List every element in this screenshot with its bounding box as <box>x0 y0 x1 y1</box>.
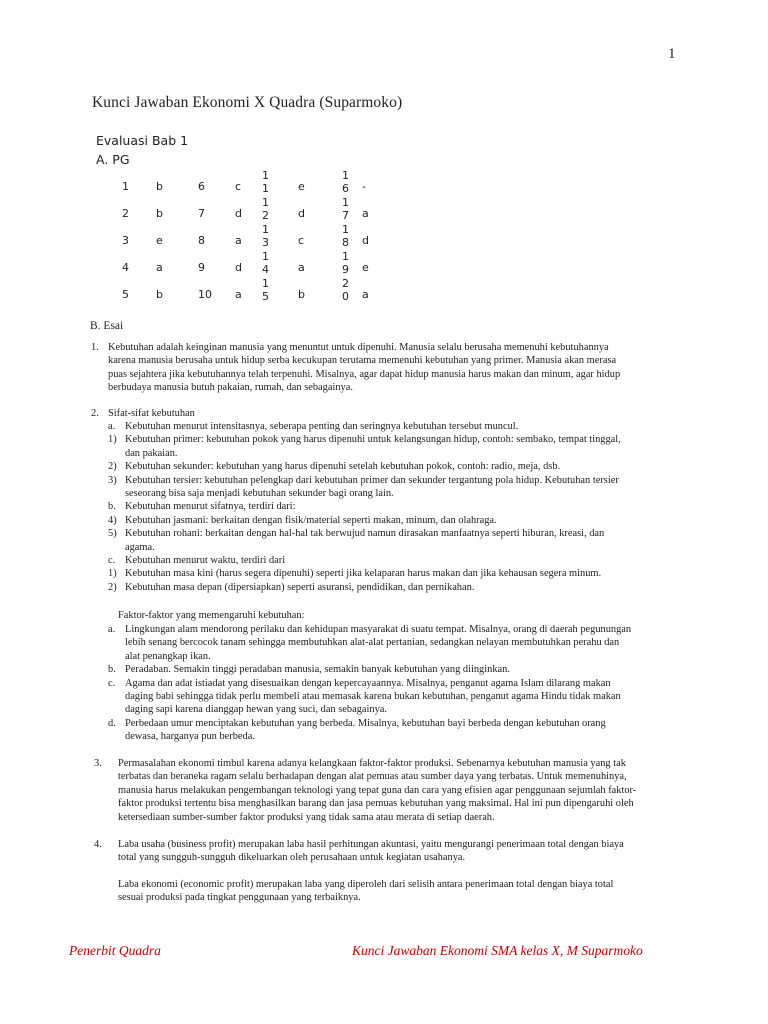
text-line: Kebutuhan adalah keinginan manusia yang menuntut untuk dipenuhi. Manusia selalu berusaha memenuhi kebutuhannya <box>108 342 609 353</box>
answer-cell-digit: 4 <box>262 263 269 276</box>
list-marker: 3) <box>108 474 117 486</box>
answer-cell-digit: 9 <box>342 263 349 276</box>
list-item-line: Perbedaan umur menciptakan kebutuhan yang berbeda. Misalnya, kebutuhan bayi berbeda dengan kebutuhan orang <box>125 717 606 729</box>
answer-cell-digit: 2 <box>342 277 349 290</box>
essay-title: Sifat-sifat kebutuhan <box>108 408 195 419</box>
answer-cell: e <box>362 261 369 274</box>
list-marker: a. <box>108 624 116 635</box>
list-item-line: Kebutuhan menurut waktu, terdiri dari <box>125 555 286 566</box>
answer-cell-digit: 3 <box>262 236 269 249</box>
question-number-cell: 10 <box>198 288 212 301</box>
list-marker: 1) <box>108 434 117 446</box>
answer-cell-digit: 7 <box>342 209 349 222</box>
document-title: Kunci Jawaban Ekonomi X Quadra (Suparmoko) <box>92 94 403 111</box>
answer-cell-digit: 0 <box>342 290 349 303</box>
question-number-cell: 4 <box>122 261 129 274</box>
answer-cell-digit: 1 <box>262 277 269 290</box>
question-number-cell: 6 <box>198 180 205 193</box>
list-marker: a. <box>108 421 116 432</box>
list-item-line: Kebutuhan rohani: berkaitan dengan hal-hal tak berwujud namun dirasakan manfaatnya seperti hiburan, kreasi, dan <box>125 528 605 540</box>
answer-cell-digit: 1 <box>342 223 349 236</box>
list-item-line: Lingkungan alam mendorong perilaku dan kehidupan masyarakat di suatu tempat. Misalnya, orang di daerah pegunungan <box>125 624 632 635</box>
answer-cell: b <box>156 207 163 220</box>
list-item-line: Agama dan adat istiadat yang disesuaikan dengan kepercayaannya. Misalnya, penganut agama Islam dilarang makan <box>125 677 611 689</box>
list-item-line: daging babi sehingga tidak perlu membeli atau memasak karena bukan kebutuhan, penganut agama Hindu tidak makan <box>125 691 621 702</box>
list-item-line: dan pakaian. <box>125 447 178 459</box>
essay-number: 4. <box>94 839 102 850</box>
list-item-line: Kebutuhan masa depan (dipersiapkan) seperti asuransi, pendidikan, dan pernikahan. <box>125 581 475 593</box>
list-marker: 5) <box>108 528 117 540</box>
answer-cell-digit: 1 <box>262 169 269 182</box>
text-line: Laba ekonomi (economic profit) merupakan laba yang diperoleh dari selisih antara penerimaan total dengan biaya total <box>118 879 614 890</box>
list-marker: b. <box>108 664 116 676</box>
question-number-cell: 5 <box>122 288 129 301</box>
footer-book-title: Kunci Jawaban Ekonomi SMA kelas X, M Suparmoko <box>352 943 643 958</box>
answer-cell-digit: 1 <box>342 169 349 182</box>
list-marker: c. <box>108 555 116 566</box>
text-line: karena manusia berusaha untuk hidup serba kecukupan terutama memenuhi kebutuhan yang primer. Manusia akan merasa <box>108 355 617 367</box>
answer-cell-digit: 5 <box>262 290 269 303</box>
answer-cell: e <box>298 180 305 193</box>
faktor-title: Faktor-faktor yang memengaruhi kebutuhan: <box>118 610 305 621</box>
answer-cell: a <box>362 288 369 301</box>
text-line: berbudaya manusia butuh pakaian, rumah, dan sebagainya. <box>108 382 353 394</box>
page-number: 1 <box>668 46 676 62</box>
essay-number: 2. <box>91 408 99 419</box>
list-marker: 4) <box>108 514 117 526</box>
essay-number: 1. <box>91 342 99 353</box>
answer-cell: a <box>156 261 163 274</box>
list-item-line: alat penangkap ikan. <box>125 650 211 662</box>
question-number-cell: 2 <box>122 207 129 220</box>
answer-cell: d <box>235 207 242 220</box>
section-title-evaluasi: Evaluasi Bab 1 <box>96 133 189 148</box>
answer-cell: a <box>235 288 242 301</box>
question-number-cell: 3 <box>122 234 129 247</box>
text-line: faktor produksi tertentu bisa menghasilkan barang dan jasa pemuas kebutuhan yang maksimal. Hal ini pun dipengaruhi oleh <box>118 798 634 810</box>
footer-publisher: Penerbit Quadra <box>69 943 161 958</box>
answer-cell-digit: 1 <box>262 223 269 236</box>
answer-cell: - <box>362 180 366 193</box>
answer-cell-digit: 6 <box>342 182 349 195</box>
answer-cell: e <box>156 234 163 247</box>
question-number-cell: 8 <box>198 234 205 247</box>
answer-cell-digit: 1 <box>342 250 349 263</box>
list-marker: 1) <box>108 568 117 580</box>
answer-cell-digit: 1 <box>262 250 269 263</box>
list-item-line: Kebutuhan menurut sifatnya, terdiri dari: <box>125 501 296 513</box>
essay-number: 3. <box>94 758 102 769</box>
answer-cell: a <box>362 207 369 220</box>
answer-cell-digit: 1 <box>342 196 349 209</box>
answer-cell: b <box>156 288 163 301</box>
answer-cell: d <box>235 261 242 274</box>
answer-cell: a <box>235 234 242 247</box>
list-item-line: Kebutuhan primer: kebutuhan pokok yang harus dipenuhi untuk kelangsungan hidup, contoh: sembako, tempat tinggal, <box>125 434 621 446</box>
answer-cell: b <box>298 288 305 301</box>
answer-cell: d <box>298 207 305 220</box>
question-number-cell: 1 <box>122 180 129 193</box>
answer-cell: a <box>298 261 305 274</box>
text-line: total yang sungguh-sungguh dikeluarkan oleh perusahaan untuk kegiatan usahanya. <box>118 852 466 864</box>
section-heading-pg: A. PG <box>96 152 130 167</box>
answer-cell-digit: 1 <box>262 196 269 209</box>
answer-cell-digit: 2 <box>262 209 269 222</box>
list-item-line: Peradaban. Semakin tinggi peradaban manusia, semakin banyak kebutuhan yang diinginkan. <box>125 664 510 676</box>
text-line: manusia harus melakukan pengembangan teknologi yang tepat guna dan cara yang efisien agar penggunaan sejumlah faktor- <box>118 784 637 796</box>
text-line: Laba usaha (business profit) merupakan laba hasil perhitungan akuntasi, yaitu mengurangi penerimaan total dengan biaya <box>118 839 624 850</box>
list-marker: b. <box>108 501 116 513</box>
list-item-line: Kebutuhan sekunder: kebutuhan yang harus dipenuhi setelah kebutuhan pokok, contoh: radio, meja, dsb. <box>125 461 561 473</box>
list-item-line: dewasa, harganya pun berbeda. <box>125 731 255 743</box>
list-item-line: seseorang bisa saja menjadi kebutuhan sekunder bagi orang lain. <box>125 488 394 499</box>
list-item-line: daging sapi karena dianggap hewan yang suci, dan sebagainya. <box>125 704 387 716</box>
list-item-line: Kebutuhan menurut intensitasnya, seberapa penting dan seringnya kebutuhan tersebut muncul. <box>125 421 519 432</box>
text-line: terbatas dan beraneka ragam selalu berhadapan dengan alat pemuas atau sumber daya yang terbatas. Untuk memenuhinya, <box>118 771 627 783</box>
list-marker: c. <box>108 677 116 689</box>
answer-cell: c <box>298 234 305 247</box>
list-marker: 2) <box>108 461 117 473</box>
answer-cell: b <box>156 180 163 193</box>
list-item-line: Kebutuhan masa kini (harus segera dipenuhi) seperti jika kelaparan harus makan dan jika kehausan segera minum. <box>125 568 602 580</box>
list-marker: 2) <box>108 581 117 593</box>
question-number-cell: 9 <box>198 261 205 274</box>
list-item-line: agama. <box>125 541 155 553</box>
answer-cell: d <box>362 234 369 247</box>
list-item-line: Kebutuhan jasmani: berkaitan dengan fisik/material seperti makan, minum, dan olahraga. <box>125 514 497 526</box>
text-line: Permasalahan ekonomi timbul karena adanya kelangkaan faktor-faktor produksi. Sebenarnya kebutuhan manusia yang tak <box>118 758 626 769</box>
text-line: ketersediaan sumber-sumber faktor produksi yang tidak sama atau merata di setiap daerah. <box>118 811 495 823</box>
answer-cell: c <box>235 180 242 193</box>
section-heading-esai: B. Esai <box>90 320 124 332</box>
list-item-line: Kebutuhan tersier: kebutuhan pelengkap dari kebutuhan primer dan sekunder tergantung pola hidup. Kebutuhan tersier <box>125 474 619 486</box>
text-line: sesuai produksi pada tingkat penggunaan yang terbaiknya. <box>118 892 361 904</box>
list-marker: d. <box>108 717 116 729</box>
answer-cell-digit: 1 <box>262 182 269 195</box>
list-item-line: lebih senang bercocok tanam sehingga membutuhkan alat-alat pertanian, sedangkan nelayan membutuhkan perahu dan <box>125 637 620 649</box>
question-number-cell: 7 <box>198 207 205 220</box>
text-line: puas sejahtera jika kebutuhannya telah terpenuhi. Misalnya, agar dapat hidup manusia harus makan dan minum, agar hidup <box>108 368 621 380</box>
answer-cell-digit: 8 <box>342 236 349 249</box>
